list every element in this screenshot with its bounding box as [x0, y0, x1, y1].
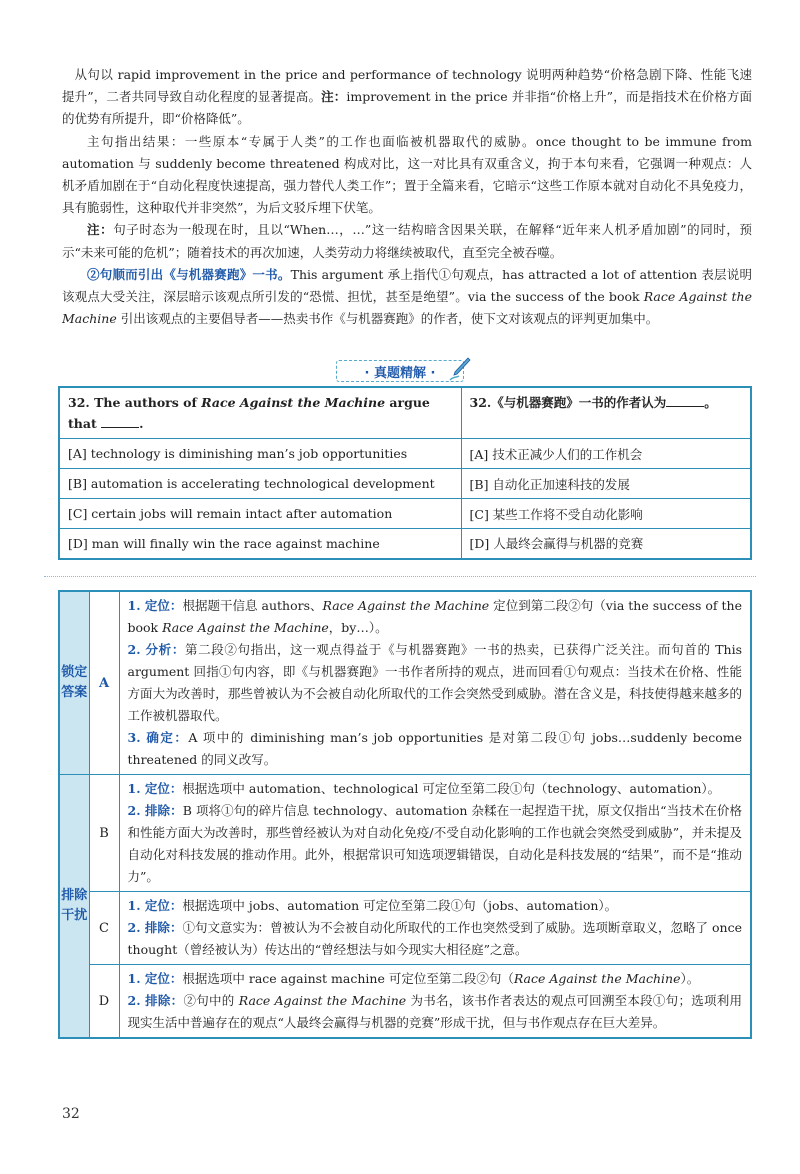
question-stem-en [59, 387, 461, 439]
text: ）。 [680, 971, 700, 986]
text: 32.《与机器赛跑》一书的作者认为 [469, 395, 667, 410]
text: A 项中的 diminishing man’s job opportunities 是对第二段①句 jobs…suddenly become threatened 的同义改写。 [127, 730, 742, 767]
text: 根据选项中 race against machine 可定位至第二段②句（ [182, 971, 514, 986]
label-text: 干扰 [61, 908, 88, 923]
step-label: 2. 排除： [127, 803, 183, 818]
step [128, 595, 743, 639]
text: ②句中的 [183, 993, 239, 1008]
step [128, 990, 743, 1034]
option-cn: [C] 某些工作将不受自动化影响 [461, 499, 751, 529]
text: 引出该观点的主要倡导者——热卖书作《与机器赛跑》的作者，使下文对该观点的评判更加集中。 [116, 311, 659, 327]
text: 根据选项中 automation、technological 可定位至第二段①句（technology、automation）。 [182, 781, 721, 796]
book-title: Race Against the Machine [322, 598, 490, 613]
answer-table [58, 590, 752, 1039]
page-number: 32 [62, 1106, 80, 1122]
text: improvement in the price 并非指“价格上升”，而是指技术在价格方面的优势有所提升，即“价格降低”。 [62, 89, 752, 127]
answer-row-b [59, 775, 751, 892]
exclude-label [59, 775, 89, 1039]
step [128, 968, 743, 990]
analysis-text [62, 64, 752, 330]
step-label: 1. 定位： [127, 598, 183, 613]
book-title: Race Against the Machine [62, 289, 752, 327]
answer-row-c [59, 892, 751, 965]
paragraph [62, 264, 752, 331]
paragraph [62, 131, 752, 220]
note-label: 注： [321, 89, 347, 105]
analysis-content [119, 892, 751, 965]
lock-answer-label [59, 591, 89, 775]
option-cn: [B] 自动化正加速科技的发展 [461, 469, 751, 499]
text: ，by…）。 [328, 620, 388, 635]
option-en: [A] technology is diminishing man’s job opportunities [59, 439, 461, 469]
option-cn: [A] 技术正减少人们的工作机会 [461, 439, 751, 469]
option-en: [C] certain jobs will remain intact after automation [59, 499, 461, 529]
note-label: 注： [87, 222, 114, 238]
analysis-content [119, 775, 751, 892]
label-text: 锁定 [61, 665, 88, 680]
answer-blank [101, 427, 139, 428]
book-title: Race Against the Machine [513, 971, 681, 986]
divider [44, 576, 756, 577]
paragraph [62, 64, 752, 131]
step [128, 895, 743, 917]
answer-row-d [59, 965, 751, 1039]
option-row [59, 529, 751, 559]
option-letter: C [89, 892, 119, 965]
question-stem-row [59, 387, 751, 439]
text: 根据题干信息 authors、 [182, 598, 323, 613]
step [128, 800, 743, 888]
step-label: 1. 定位： [127, 971, 183, 986]
label-text: 排除 [61, 888, 88, 903]
step-label: 2. 排除： [127, 993, 184, 1008]
analysis-content [119, 965, 751, 1039]
step [128, 639, 743, 727]
option-letter: D [89, 965, 119, 1039]
label-text: 答案 [61, 685, 88, 700]
pen-icon [448, 356, 472, 382]
step [128, 917, 743, 961]
step-label: 2. 分析： [127, 642, 185, 657]
text: 定位到第二段②句（via the success of the book [127, 598, 743, 635]
step-label: 3. 确定： [127, 730, 189, 745]
option-letter: A [89, 591, 119, 775]
text: This argument 承上指代①句观点，has attracted a lot of attention 表层说明该观点大受关注，深层暗示该观点所引发的“恐慌、担忧，甚至是绝望”。via the success of the book [62, 266, 752, 305]
step-label: 1. 定位： [127, 898, 183, 913]
option-en: [D] man will finally win the race against machine [59, 529, 461, 559]
question-stem-cn [461, 387, 751, 439]
text: 32. The authors of [68, 395, 202, 410]
step-label: 2. 排除： [127, 920, 183, 935]
paragraph [62, 219, 752, 263]
text: 句子时态为一般现在时，且以“When…，…”这一结构暗含因果关联，在解释“近年来人机矛盾加剧”的同时，预示“未来可能的危机”；随着技术的再次加速，人类劳动力将继续被取代，直至完全被吞噬。 [62, 222, 752, 260]
analysis-content [119, 591, 751, 775]
text: 从句以 rapid improvement in the price and performance of technology 说明两种趋势“价格急剧下降、性能飞速提升”，二者共同导致自动化程度的显著提高。 [62, 67, 752, 105]
text: . [139, 416, 144, 431]
lead-sentence: ②句顺而引出《与机器赛跑》一书。 [87, 266, 291, 282]
text: 。 [704, 395, 717, 410]
text: argue that [68, 395, 430, 431]
option-row [59, 469, 751, 499]
option-row [59, 499, 751, 529]
book-title: Race Against the Machine [201, 395, 386, 410]
step [128, 778, 743, 800]
text: B 项将①句的碎片信息 technology、automation 杂糅在一起捏造干扰，原文仅指出“当技术在价格和性能方面大为改善时，那些曾经被认为对自动化免疫/不受自动化影响的工作也就会突然受到威胁”，并未提及自动化对科技发展的推动作用。此外，根据常识可知选项逻辑错误，自动化是科技发展的“结果”，而不是“推动力”。 [127, 803, 742, 884]
option-letter: B [89, 775, 119, 892]
text: 第二段②句指出，这一观点得益于《与机器赛跑》一书的热卖，已获得广泛关注。而句首的 This argument 回指①句内容，即《与机器赛跑》一书作者所持的观点，进而回看①句观点：当技术在价格、性能方面大为改善时，那些曾被认为不会被自动化所取代的工作会突然受到威胁。潜在含义是，科技使得越来越多的工作被机器取代。 [127, 642, 742, 723]
text: 主句指出结果：一些原本“专属于人类”的工作也面临被机器取代的威胁。once thought to be immune from automation 与 suddenly become threatened 构成对比，这一对比具有双重含义，拘于本句来看，它强调一种观点：人机矛盾加剧在于“自动化程度快速提高，强力替代人类工作”；置于全篇来看，它暗示“这些工作原本就对自动化不具免疫力，具有脆弱性，这种取代并非突然”，为后文驳斥埋下伏笔。 [62, 133, 752, 216]
option-en: [B] automation is accelerating technological development [59, 469, 461, 499]
book-title: Race Against the Machine [162, 620, 329, 635]
section-title: · 真题精解 · [336, 360, 464, 382]
step-label: 1. 定位： [127, 781, 183, 796]
question-table [58, 386, 752, 560]
text: 为书名，该书作者表达的观点可回溯至本段①句；选项利用现实生活中普遍存在的观点“人最终会赢得与机器的竞赛”形成干扰，但与书作观点存在巨大差异。 [127, 993, 742, 1030]
option-row [59, 439, 751, 469]
option-cn: [D] 人最终会赢得与机器的竞赛 [461, 529, 751, 559]
book-title: Race Against the Machine [238, 993, 407, 1008]
answer-blank [666, 406, 704, 407]
step [128, 727, 743, 771]
text: ①句文意实为：曾被认为不会被自动化所取代的工作也突然受到了威胁。选项断章取义，忽略了 once thought（曾经被认为）传达出的“曾经想法与如今现实大相径庭”之意。 [127, 920, 743, 957]
text: 根据选项中 jobs、automation 可定位至第二段①句（jobs、automation）。 [182, 898, 618, 913]
answer-row-a [59, 591, 751, 775]
